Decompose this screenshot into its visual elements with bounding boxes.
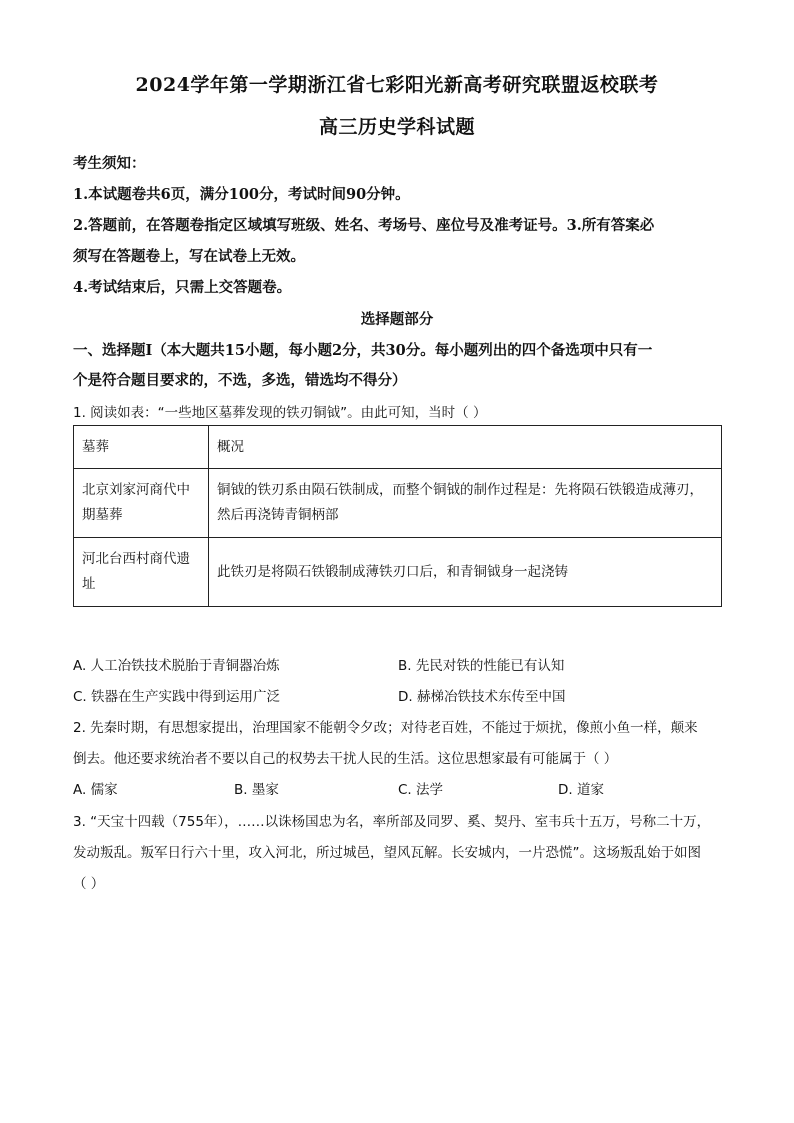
question-2-stem-line-1: 2. 先秦时期，有思想家提出，治理国家不能朝令夕改；对待老百姓，不能过于烦扰，像煎小鱼一样，颠来 [73, 720, 698, 736]
table-header-row [74, 426, 722, 469]
question-1-table [73, 425, 722, 607]
section-intro-line-1: 一、选择题Ⅰ（本大题共15小题，每小题2分，共30分。每小题列出的四个备选项中只有一 [73, 342, 653, 359]
table-header-cell: 墓葬 [74, 426, 209, 469]
question-3-stem-line-2: 发动叛乱。叛军日行六十里，攻入河北，所过城邑，望风瓦解。长安城内，一片恐慌”。这场叛乱始于如图 [73, 845, 701, 861]
q1-option-a: A. 人工冶铁技术脱胎于青铜器冶炼 [73, 658, 280, 674]
q1-option-c: C. 铁器在生产实践中得到运用广泛 [73, 689, 281, 705]
q1-option-d: D. 赫梯冶铁技术东传至中国 [398, 689, 566, 705]
section-title: 选择题部分 [360, 311, 434, 328]
notice-heading: 考生须知： [73, 155, 146, 172]
notice-item-2-line-2: 须写在答题卷上，写在试卷上无效。 [73, 248, 305, 265]
q1-option-b: B. 先民对铁的性能已有认知 [398, 658, 565, 674]
question-1-stem: 1. 阅读如表：“一些地区墓葬发现的铁刃铜钺”。由此可知，当时（ ） [73, 405, 487, 421]
question-2-stem-line-2: 倒去。他还要求统治者不要以自己的权势去干扰人民的生活。这位思想家最有可能属于（ ） [73, 751, 618, 767]
q2-option-b: B. 墨家 [234, 782, 279, 798]
question-3-stem-line-1: 3. “天宝十四载（755年），……以诛杨国忠为名，率所部及同罗、奚、契丹、室韦兵十五万，号称二十万， [73, 814, 711, 830]
table-cell: 此铁刃是将陨石铁锻制成薄铁刃口后，和青铜钺身一起浇铸 [209, 538, 722, 607]
question-3-stem-line-3: （ ） [73, 876, 105, 892]
exam-subtitle: 高三历史学科试题 [318, 116, 475, 138]
table-cell: 铜钺的铁刃系由陨石铁制成，而整个铜钺的制作过程是：先将陨石铁锻造成薄刃，然后再浇铸青铜柄部 [209, 469, 722, 538]
exam-title: 2024学年第一学期浙江省七彩阳光新高考研究联盟返校联考 [135, 74, 659, 96]
q2-option-a: A. 儒家 [73, 782, 118, 798]
notice-item-1: 1.本试题卷共6页，满分100分，考试时间90分钟。 [73, 186, 410, 203]
table-header-cell: 概况 [209, 426, 722, 469]
table-cell: 北京刘家河商代中期墓葬 [74, 469, 209, 538]
q2-option-c: C. 法学 [398, 782, 444, 798]
table-row [74, 538, 722, 607]
q2-option-d: D. 道家 [558, 782, 604, 798]
table-cell: 河北台西村商代遗址 [74, 538, 209, 607]
section-intro-line-2: 个是符合题目要求的，不选，多选，错选均不得分） [73, 372, 407, 389]
notice-item-2-line-1: 2.答题前，在答题卷指定区域填写班级、姓名、考场号、座位号及准考证号。3.所有答案必 [73, 217, 655, 234]
notice-item-4: 4.考试结束后，只需上交答题卷。 [73, 279, 292, 296]
table-row [74, 469, 722, 538]
